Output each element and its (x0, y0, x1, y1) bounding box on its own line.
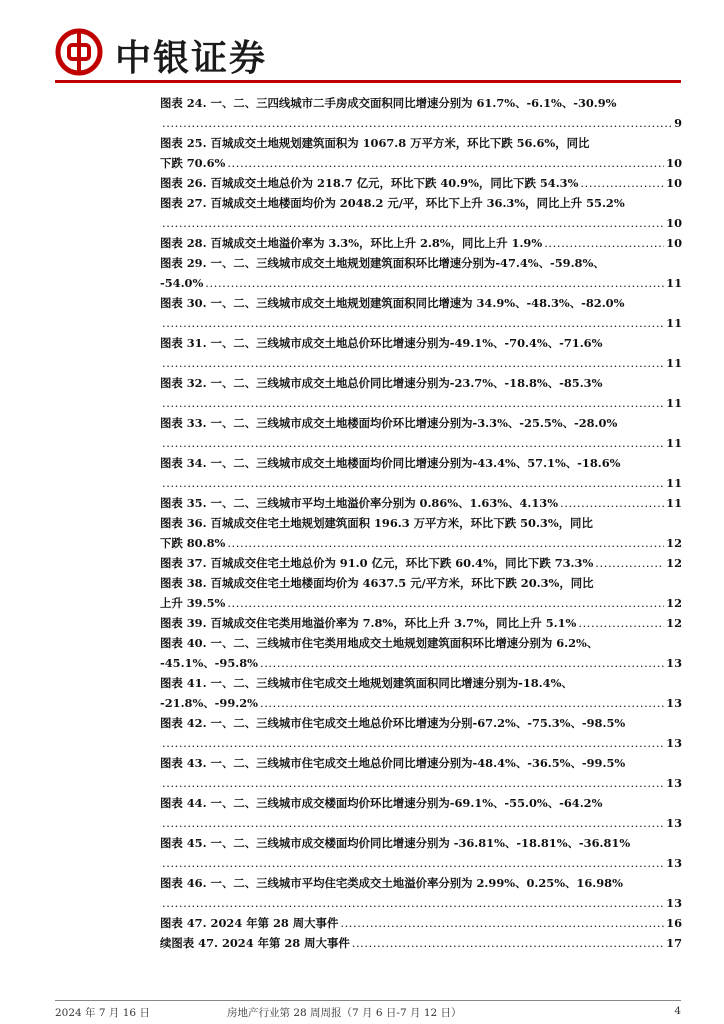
toc-leader-dots (560, 493, 664, 513)
toc-entry-prefix: 图表 41. (160, 676, 207, 690)
toc-entry-title (160, 93, 682, 113)
toc-entry-title (160, 613, 576, 633)
toc-entry[interactable] (160, 293, 682, 333)
toc-entry-text: 一、二、三线城市成交土地规划建筑面积环比增速分别为-47.4%、-59.8%、 (210, 256, 605, 270)
toc-entry[interactable] (160, 93, 682, 133)
toc-entry-text: 一、二、三线城市成交土地总价环比增速分别为-49.1%、-70.4%、-71.6% (210, 336, 603, 350)
toc-entry-title (160, 553, 593, 573)
toc-entry[interactable] (160, 833, 682, 873)
toc-leader-dots (340, 913, 664, 933)
toc-leader-dots (162, 213, 664, 233)
toc-entry[interactable] (160, 233, 682, 253)
toc-entry-prefix: 图表 28. (160, 236, 207, 250)
toc-entry-prefix: 图表 46. (160, 876, 207, 890)
toc-leader-dots (205, 273, 664, 293)
toc-leader-dots (260, 693, 664, 713)
toc-entry-text: 百城成交住宅土地楼面均价为 4637.5 元/平方米，环比下跌 20.3%，同比 (210, 576, 594, 590)
toc-entry-continuation: 上升 39.5% (160, 596, 226, 610)
toc-entry-title (160, 173, 578, 193)
toc-entry-title (160, 413, 682, 433)
toc-entry-page: 13 (666, 656, 682, 670)
toc-entry-page: 11 (666, 476, 682, 490)
toc-entry[interactable] (160, 753, 682, 793)
toc-entry-page: 17 (666, 936, 682, 950)
toc-entry-text: 一、二、三线城市平均土地溢价率分别为 0.86%、1.63%、4.13% (210, 496, 559, 510)
toc-entry[interactable] (160, 413, 682, 453)
toc-leader-dots (227, 533, 664, 553)
toc-entry-text: 一、二、三线城市住宅成交土地规划建筑面积同比增速分别为-18.4%、 (210, 676, 573, 690)
toc-entry[interactable] (160, 333, 682, 373)
toc-entry[interactable] (160, 793, 682, 833)
toc-entry-page: 13 (666, 696, 682, 710)
toc-entry-prefix: 图表 39. (160, 616, 207, 630)
page-header (55, 28, 695, 78)
toc-leader-dots (260, 653, 664, 673)
toc-entry-title (160, 873, 682, 893)
toc-leader-dots (162, 893, 664, 913)
toc-entry-title (160, 833, 682, 853)
toc-entry-page: 13 (666, 896, 682, 910)
toc-entry[interactable] (160, 613, 682, 633)
toc-entry-page: 12 (666, 536, 682, 550)
toc-entry-text: 一、二、三线城市成交楼面均价同比增速分别为 -36.81%、-18.81%、-36.81% (210, 836, 631, 850)
toc-entry-continuation: -45.1%、-95.8% (160, 656, 258, 670)
toc-entry-prefix: 图表 25. (160, 136, 207, 150)
toc-entry-text: 2024 年第 28 周大事件 (221, 936, 350, 950)
toc-entry-text: 百城成交住宅土地总价为 91.0 亿元，环比下跌 60.4%，同比下跌 73.3% (210, 556, 594, 570)
toc-entry-title (160, 333, 682, 353)
toc-leader-dots (227, 153, 664, 173)
toc-entry[interactable] (160, 493, 682, 513)
toc-entry[interactable] (160, 913, 682, 933)
toc-entry-text: 一、二、三线城市成交土地楼面均价同比增速分别为-43.4%、57.1%、-18.6% (210, 456, 621, 470)
toc-entry-title (160, 713, 682, 733)
header-divider (55, 80, 681, 83)
toc-leader-dots (580, 173, 664, 193)
toc-entry-title (160, 633, 682, 653)
toc-entry-prefix: 图表 33. (160, 416, 207, 430)
toc-entry-prefix: 图表 36. (160, 516, 207, 530)
toc-entry[interactable] (160, 573, 682, 613)
toc-leader-dots (162, 393, 664, 413)
toc-entry-page: 12 (666, 616, 682, 630)
toc-entry-prefix: 图表 40. (160, 636, 207, 650)
toc-entry[interactable] (160, 933, 682, 953)
toc-entry[interactable] (160, 453, 682, 493)
toc-entry-page: 9 (674, 116, 682, 130)
toc-entry-text: 百城成交土地楼面均价为 2048.2 元/平，环比下上升 36.3%，同比上升 55.2% (210, 196, 625, 210)
toc-entry-page: 13 (666, 856, 682, 870)
toc-leader-dots (162, 113, 672, 133)
toc-entry[interactable] (160, 373, 682, 413)
toc-entry-text: 一、二、三线城市平均住宅类成交土地溢价率分别为 2.99%、0.25%、16.98% (210, 876, 623, 890)
toc-leader-dots (162, 813, 664, 833)
toc-entry-text: 一、二、三线城市成交土地楼面均价环比增速分别为-3.3%、-25.5%、-28.0% (210, 416, 618, 430)
toc-entry-title (160, 933, 350, 953)
toc-entry-prefix: 图表 34. (160, 456, 207, 470)
toc-entry-title (160, 253, 682, 273)
toc-leader-dots (162, 433, 664, 453)
toc-leader-dots (578, 613, 664, 633)
toc-entry-text: 一、二、三线城市住宅成交土地总价同比增速分别为-48.4%、-36.5%、-99.5% (210, 756, 626, 770)
toc-entry-text: 2024 年第 28 周大事件 (210, 916, 339, 930)
footer-report-title: 房地产行业第 28 周周报（7 月 6 日-7 月 12 日） (227, 1007, 462, 1019)
toc-entry[interactable] (160, 553, 682, 573)
toc-entry-prefix: 续图表 47. (160, 936, 218, 950)
toc-entry-page: 10 (666, 156, 682, 170)
toc-entry-prefix: 图表 38. (160, 576, 207, 590)
footer-page-number: 4 (674, 1005, 681, 1017)
toc-entry-prefix: 图表 30. (160, 296, 207, 310)
toc-entry-prefix: 图表 43. (160, 756, 207, 770)
toc-entry[interactable] (160, 513, 682, 553)
toc-entry-title (160, 233, 542, 253)
toc-entry-text: 百城成交住宅类用地溢价率为 7.8%，环比上升 3.7%，同比上升 5.1% (210, 616, 577, 630)
toc-entry-text: 一、二、三线城市成交楼面均价环比增速分别为-69.1%、-55.0%、-64.2% (210, 796, 603, 810)
toc-entry-continuation: -21.8%、-99.2% (160, 696, 258, 710)
toc-leader-dots (162, 313, 664, 333)
toc-entry-text: 一、二、三四线城市二手房成交面积同比增速分别为 61.7%、-6.1%、-30.9% (210, 96, 617, 110)
toc-entry-prefix: 图表 45. (160, 836, 207, 850)
toc-entry-title (160, 293, 682, 313)
toc-entry-page: 11 (666, 436, 682, 450)
toc-entry-text: 一、二、三线城市住宅成交土地总价环比增速为分别-67.2%、-75.3%、-98.5% (210, 716, 626, 730)
toc-entry-page: 11 (666, 496, 682, 510)
toc-leader-dots (595, 553, 664, 573)
footer-date: 2024 年 7 月 16 日 (55, 1007, 150, 1019)
toc-entry-page: 13 (666, 736, 682, 750)
toc-entry-title (160, 453, 682, 473)
toc-entry-prefix: 图表 32. (160, 376, 207, 390)
toc-entry-prefix: 图表 35. (160, 496, 207, 510)
toc-entry-text: 百城成交住宅土地规划建筑面积 196.3 万平方米，环比下跌 50.3%，同比 (210, 516, 593, 530)
bank-of-china-logo-icon (55, 28, 103, 76)
toc-entry-page: 10 (666, 176, 682, 190)
toc-leader-dots (352, 933, 664, 953)
toc-leader-dots (544, 233, 664, 253)
toc-entry-page: 13 (666, 816, 682, 830)
toc-entry-page: 11 (666, 396, 682, 410)
toc-entry-page: 16 (666, 916, 682, 930)
toc-entry-text: 一、二、三线城市成交土地规划建筑面积同比增速为 34.9%、-48.3%、-82.0% (210, 296, 625, 310)
toc-entry-text: 百城成交土地总价为 218.7 亿元，环比下跌 40.9%，同比下跌 54.3% (210, 176, 579, 190)
toc-entry-page: 12 (666, 556, 682, 570)
toc-entry-continuation: 下跌 70.6% (160, 156, 226, 170)
toc-entry[interactable] (160, 873, 682, 913)
toc-entry[interactable] (160, 193, 682, 233)
toc-entry-page: 11 (666, 276, 682, 290)
toc-entry-text: 一、二、三线城市成交土地总价同比增速分别为-23.7%、-18.8%、-85.3% (210, 376, 603, 390)
toc-entry-title (160, 513, 682, 533)
toc-entry-text: 一、二、三线城市住宅类用地成交土地规划建筑面积环比增速分别为 6.2%、 (210, 636, 599, 650)
toc-entry[interactable] (160, 673, 682, 713)
toc-entry-prefix: 图表 27. (160, 196, 207, 210)
toc-entry-title (160, 753, 682, 773)
toc-entry[interactable] (160, 633, 682, 673)
toc-entry-page: 10 (666, 236, 682, 250)
toc-entry-title (160, 193, 682, 213)
toc-entry-continuation: 下跌 80.8% (160, 536, 226, 550)
toc-entry-prefix: 图表 44. (160, 796, 207, 810)
toc-leader-dots (162, 353, 664, 373)
toc-entry-page: 10 (666, 216, 682, 230)
toc-entry-page: 11 (666, 316, 682, 330)
toc-entry-title (160, 373, 682, 393)
toc-entry-text: 百城成交土地规划建筑面积为 1067.8 万平方米，环比下跌 56.6%，同比 (210, 136, 590, 150)
toc-entry-prefix: 图表 24. (160, 96, 207, 110)
toc-leader-dots (162, 733, 664, 753)
toc-entry-prefix: 图表 26. (160, 176, 207, 190)
toc-entry-title (160, 493, 558, 513)
toc-entry[interactable] (160, 133, 682, 173)
toc-entry-prefix: 图表 31. (160, 336, 207, 350)
toc-leader-dots (162, 473, 664, 493)
toc-entry-title (160, 133, 682, 153)
toc-entry-prefix: 图表 47. (160, 916, 207, 930)
brand-name: 中银证券 (115, 38, 268, 79)
toc-entry[interactable] (160, 173, 682, 193)
toc-entry-prefix: 图表 29. (160, 256, 207, 270)
toc-entry-continuation: -54.0% (160, 276, 204, 290)
toc-entry[interactable] (160, 253, 682, 293)
toc-entry-title (160, 673, 682, 693)
toc-entry-page: 11 (666, 356, 682, 370)
toc-leader-dots (162, 853, 664, 873)
table-of-figures (160, 93, 682, 953)
toc-leader-dots (162, 773, 664, 793)
toc-entry-prefix: 图表 42. (160, 716, 207, 730)
toc-entry-title (160, 573, 682, 593)
toc-entry-title (160, 913, 338, 933)
toc-leader-dots (227, 593, 664, 613)
footer-divider (55, 1000, 681, 1001)
toc-entry-title (160, 793, 682, 813)
toc-entry-page: 12 (666, 596, 682, 610)
toc-entry[interactable] (160, 713, 682, 753)
toc-entry-page: 13 (666, 776, 682, 790)
toc-entry-text: 百城成交土地溢价率为 3.3%，环比上升 2.8%，同比上升 1.9% (210, 236, 543, 250)
toc-entry-prefix: 图表 37. (160, 556, 207, 570)
